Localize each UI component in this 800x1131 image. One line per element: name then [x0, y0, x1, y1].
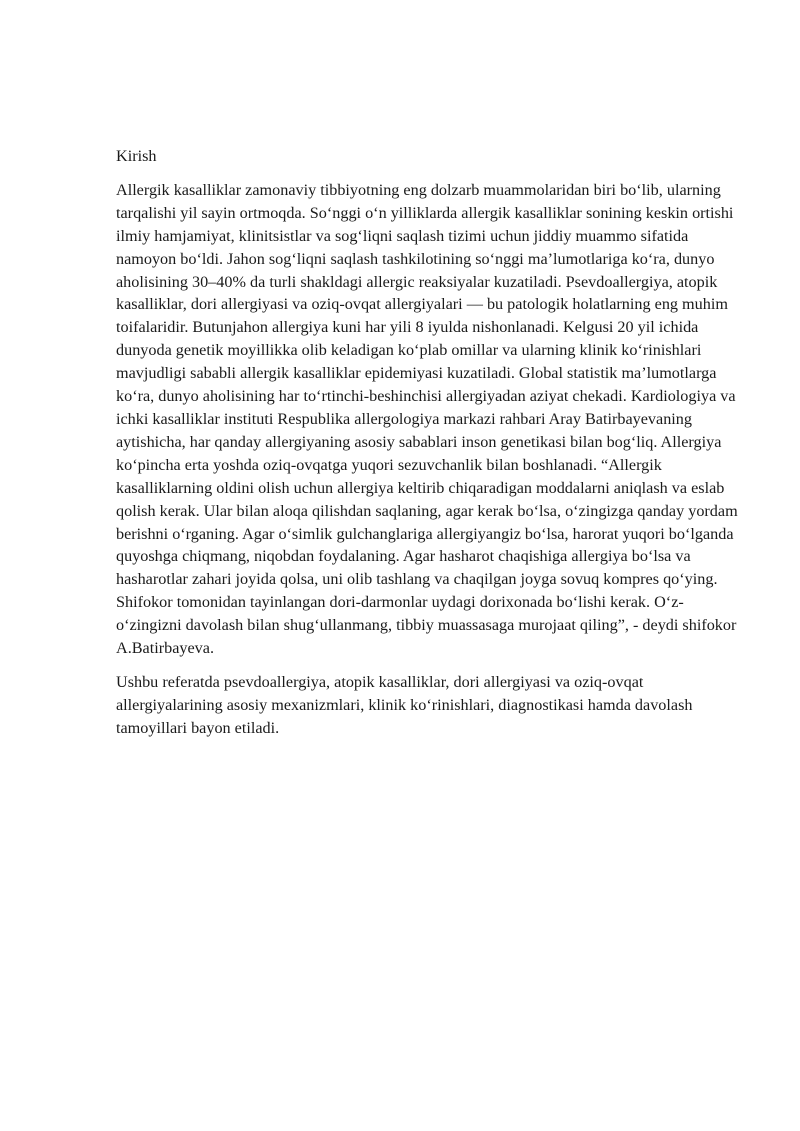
section-heading: Kirish: [116, 147, 157, 165]
intro-paragraph: Allergik kasalliklar zamonaviy tibbiyotning eng dolzarb muammolaridan biri bo‘lib, ularning tarqalishi yil sayin ortmoqda. So‘nggi o‘n yilliklarda allergik kasalliklar sonining keskin ortishi ilmiy hamjamiyat, klinitsistlar va sog‘liqni saqlash tizimi uchun jiddiy muammo sifatida namoyon bo‘ldi. Jahon sog‘liqni saqlash tashkilotining so‘nggi ma’lumotlariga ko‘ra, dunyo aholisining 30–40% da turli shakldagi allergic reaksiyalar kuzatiladi. Psevdoallergiya, atopik kasalliklar, dori allergiyasi va oziq-ovqat allergiyalari — bu patologik holatlarning eng muhim toifalaridir. Butunjahon allergiya kuni har yili 8 iyulda nishonlanadi. Kelgusi 20 yil ichida dunyoda genetik moyillikka olib keladigan ko‘plab omillar va ularning klinik ko‘rinishlari mavjudligi sababli allergik kasalliklar epidemiyasi kuzatiladi. Global statistik ma’lumotlarga ko‘ra, dunyo aholisining har to‘rtinchi-beshinchisi allergiyadan aziyat chekadi. Kardiologiya va ichki kasalliklar instituti Respublika allergologiya markazi rahbari Aray Batirbayevaning aytishicha, har qanday allergiyaning asosiy sabablari inson genetikasi bilan bog‘liq. Allergiya ko‘pincha erta yoshda oziq-ovqatga yuqori sezuvchanlik bilan boshlanadi. “Allergik kasalliklarning oldini olish uchun allergiya keltirib chiqaradigan moddalarni aniqlash va eslab qolish kerak. Ular bilan aloqa qilishdan saqlaning, agar kerak bo‘lsa, o‘zingizga qanday yordam berishni o‘rganing. Agar o‘simlik gulchanglariga allergiyangiz bo‘lsa, harorat yuqori bo‘lganda quyoshga chiqmang, niqobdan foydalaning. Agar hasharot chaqishiga allergiya bo‘lsa va hasharotlar zahari joyida qolsa, uni olib tashlang va chaqilgan joyga sovuq kompres qo‘ying. Shifokor tomonidan tayinlangan dori-darmonlar uydagi dorixonada bo‘lishi kerak. O‘z-o‘zingizni davolash bilan shug‘ullanmang, tibbiy muassasaga murojaat qiling”, - deydi shifokor A.Batirbayeva.: [116, 180, 738, 658]
summary-paragraph: Ushbu referatda psevdoallergiya, atopik kasalliklar, dori allergiyasi va oziq-ovqat allergiyalarining asosiy mexanizmlari, klinik ko‘rinishlari, diagnostikasi hamda davolash tamoyillari bayon etiladi.: [116, 672, 693, 737]
document-body: [116, 145, 746, 751]
